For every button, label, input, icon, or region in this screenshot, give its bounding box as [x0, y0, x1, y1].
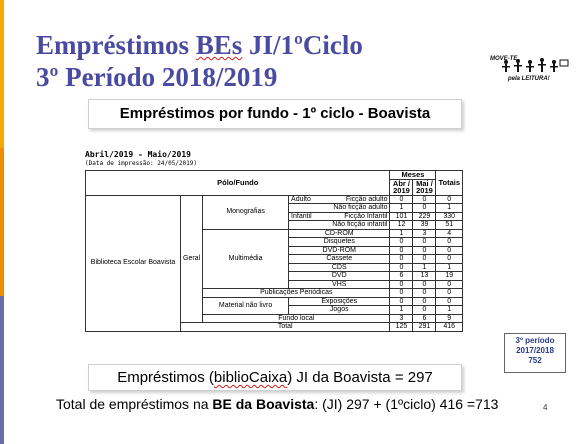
row-label-text: Ficção Infantil [344, 212, 388, 220]
cell-total: 0 [436, 255, 463, 264]
cell-mai: 6 [413, 314, 436, 323]
note-line: 3º período [515, 336, 555, 345]
total-loans-line [56, 396, 498, 412]
row-label-text: Ficção adulto [345, 195, 388, 203]
cell-abr: 1 [390, 306, 413, 315]
logo-text-bottom: pela LEITURA! [508, 76, 550, 82]
row-label: VHS [289, 280, 390, 289]
cell-abr: 0 [390, 246, 413, 255]
title-part-c: JI/1ºCiclo [242, 30, 363, 60]
cell-total: 0 [436, 289, 463, 298]
header-polo-fundo: Pólo/Fundo [86, 171, 390, 196]
biblioCaixa-summary [88, 364, 462, 391]
header-totais: Totais [436, 171, 463, 196]
cell-mai: 13 [413, 272, 436, 281]
cell-adulto: Adulto [291, 195, 311, 203]
header-mai: Mai / 2019 [413, 179, 436, 195]
row-label: Publicações Periódicas [203, 289, 390, 298]
header-abr: Abr / 2019 [390, 179, 413, 195]
reading-logo [486, 56, 572, 86]
cell-mai: 1 [413, 263, 436, 272]
cell-total: 1 [436, 204, 463, 213]
cell-total: 0 [436, 297, 463, 306]
slide-title-line1 [36, 30, 363, 60]
cell-abr: 3 [390, 314, 413, 323]
header-meses: Meses [390, 171, 436, 180]
summary-part-a: Empréstimos ( [117, 369, 214, 386]
total-part-c: : (JI) 297 + (1ºciclo) 416 =713 [314, 396, 499, 412]
cell-abr: 0 [390, 238, 413, 247]
cell-abr: 6 [390, 272, 413, 281]
cell-mai: 229 [413, 212, 436, 221]
cell-total: 330 [436, 212, 463, 221]
cell-total: 416 [436, 323, 463, 332]
cell-total: 4 [436, 229, 463, 238]
cell-mai: 0 [413, 306, 436, 315]
summary-part-b: biblioCaixa [213, 369, 288, 386]
cell-total: 0 [436, 195, 463, 204]
note-line: 2017/2018 [516, 346, 554, 355]
cell-total: 9 [436, 314, 463, 323]
table-row [86, 195, 463, 204]
loan-report [83, 136, 465, 358]
cell-mai: 0 [413, 238, 436, 247]
loans-table [85, 170, 463, 332]
cell-mai: 291 [413, 323, 436, 332]
cell-mai: 0 [413, 195, 436, 204]
row-label: Não ficção adulto [289, 204, 390, 213]
slide-number: 4 [543, 403, 548, 412]
cell-mai: 3 [413, 229, 436, 238]
row-label: DVD [289, 272, 390, 281]
cell-abr: 0 [390, 297, 413, 306]
summary-part-c: ) JI da Boavista = 297 [287, 369, 433, 386]
accent-bar-mid [0, 148, 4, 296]
cell-abr: 101 [390, 212, 413, 221]
cell-multimedia: Multimédia [203, 229, 289, 289]
previous-period-note [504, 333, 566, 373]
cell-infantil: Infantil [291, 212, 312, 220]
cell-mai: 0 [413, 297, 436, 306]
report-print-date: (Data de impressão: 24/05/2019) [85, 160, 197, 167]
cell-total: 51 [436, 221, 463, 230]
cell-abr: 0 [390, 195, 413, 204]
cell-total: 19 [436, 272, 463, 281]
row-label: Não ficção infantil [289, 221, 390, 230]
cell-mai: 39 [413, 221, 436, 230]
cell-monografias: Monografias [203, 195, 289, 229]
row-label: CDS [289, 263, 390, 272]
row-label [289, 212, 390, 221]
row-label: Disquetes [289, 238, 390, 247]
cell-mai: 0 [413, 246, 436, 255]
cell-abr: 0 [390, 289, 413, 298]
row-label: Total [181, 323, 390, 332]
cell-material: Material não livro [203, 297, 289, 314]
cell-total: 1 [436, 263, 463, 272]
cell-total: 1 [436, 306, 463, 315]
section-heading: Empréstimos por fundo - 1º ciclo - Boavista [88, 99, 462, 129]
title-part-b: BEs [195, 30, 243, 60]
cell-abr: 12 [390, 221, 413, 230]
cell-mai: 0 [413, 204, 436, 213]
row-label [289, 195, 390, 204]
accent-bar-top [0, 0, 4, 148]
row-label: Fundo local [203, 314, 390, 323]
cell-total: 0 [436, 280, 463, 289]
row-label: Exposições [289, 297, 390, 306]
total-part-a: Total de empréstimos na [56, 396, 213, 412]
cell-abr: 0 [390, 263, 413, 272]
cell-geral: Geral [181, 195, 203, 323]
cell-mai: 0 [413, 255, 436, 264]
row-label: DVD-ROM [289, 246, 390, 255]
cell-abr: 125 [390, 323, 413, 332]
title-part-a: Empréstimos [36, 30, 196, 60]
cell-abr: 1 [390, 229, 413, 238]
cell-abr: 0 [390, 255, 413, 264]
accent-bar-bottom [0, 296, 4, 444]
report-period: Abril/2019 - Maio/2019 [85, 150, 191, 159]
logo-text-top: MOVE-TE [490, 56, 518, 62]
row-label: CD-ROM [289, 229, 390, 238]
total-part-b: BE da Boavista [212, 396, 315, 412]
note-line: 752 [528, 356, 542, 365]
row-label: Cassete [289, 255, 390, 264]
cell-abr: 0 [390, 280, 413, 289]
cell-total: 0 [436, 238, 463, 247]
row-label: Jogos [289, 306, 390, 315]
cell-mai: 0 [413, 289, 436, 298]
cell-library: Biblioteca Escolar Boavista [86, 195, 181, 331]
cell-abr: 1 [390, 204, 413, 213]
cell-mai: 0 [413, 280, 436, 289]
slide-title-line2: 3º Período 2018/2019 [36, 62, 278, 92]
cell-total: 0 [436, 246, 463, 255]
